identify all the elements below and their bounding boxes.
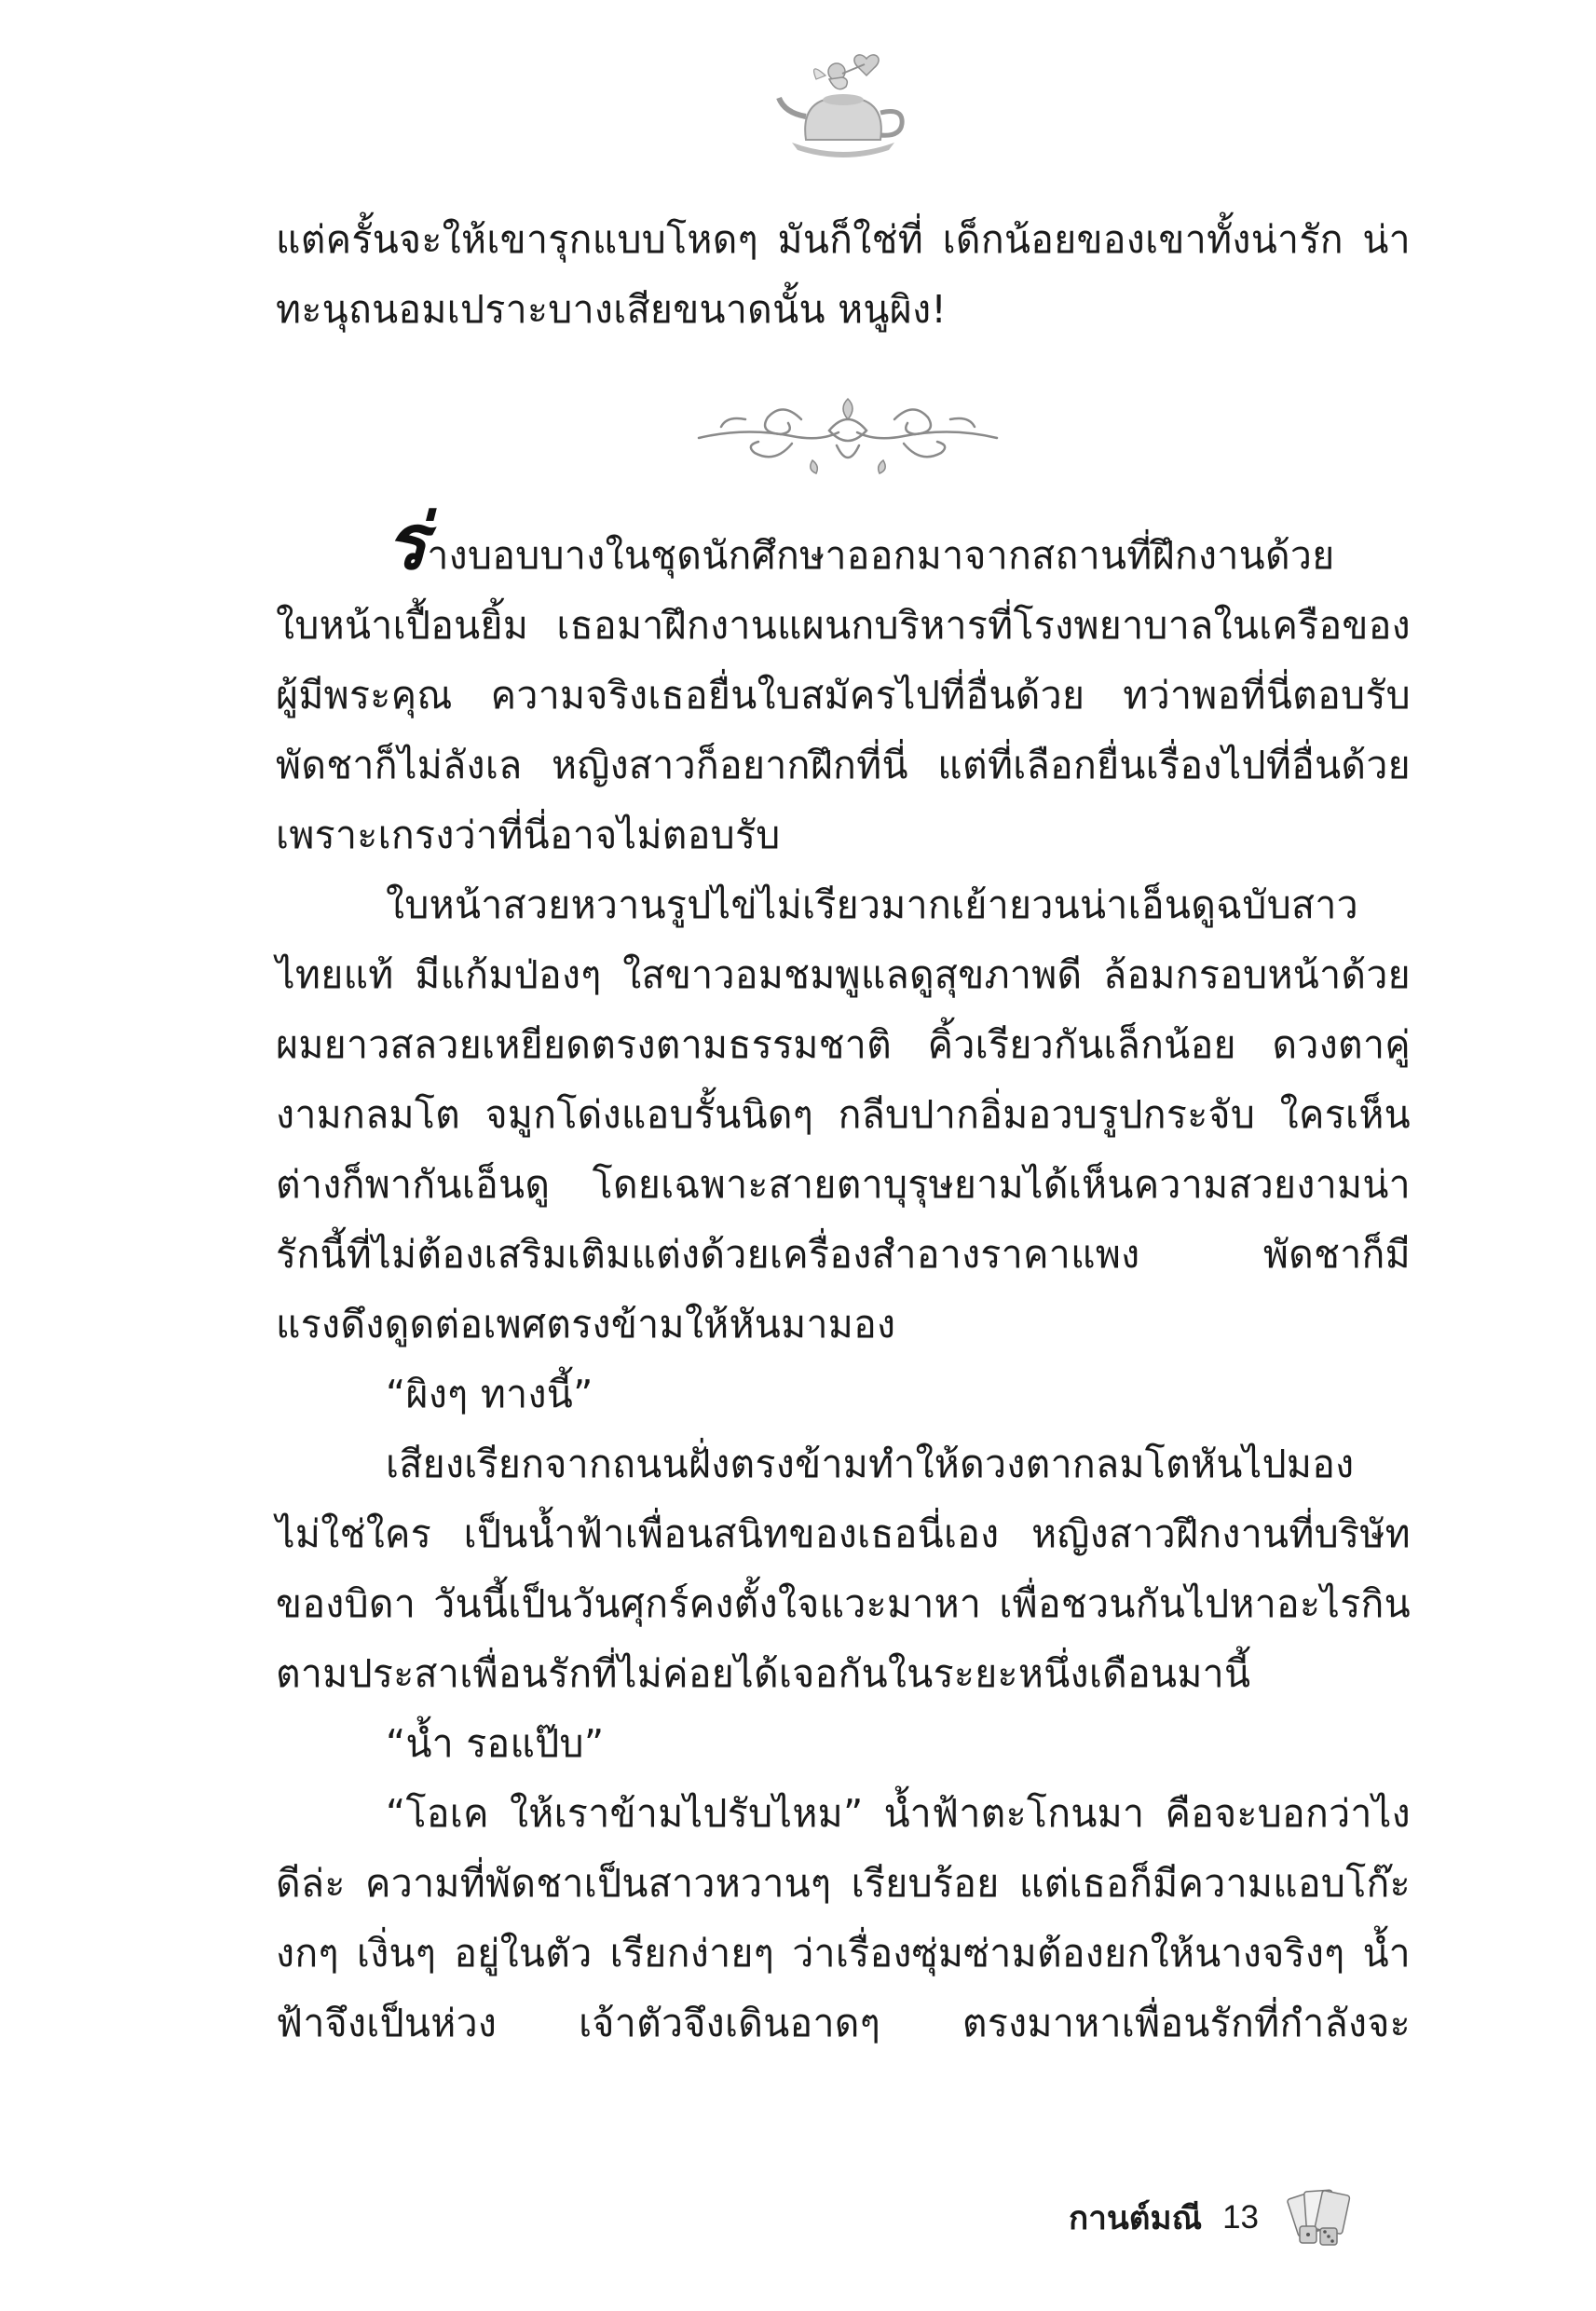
intro-paragraph: แต่ครั้นจะให้เขารุกแบบโหดๆ มันก็ใช่ที่ เด็กน้อยของเขาทั้งน่ารัก น่าทะนุถนอมเปราะบางเสียขนาดนั้น หนูผิง! bbox=[276, 217, 1411, 332]
cupid-teapot-ornament-icon bbox=[773, 51, 913, 163]
flourish-divider-icon bbox=[689, 391, 1006, 481]
paragraph-5: “น้ำ รอแป๊บ” bbox=[386, 1721, 605, 1766]
paragraph-1-text: างบอบบางในชุดนักศึกษาออกมาจากสถานที่ฝึกงานด้วยใบหน้าเปื้อนยิ้ม เธอมาฝึกงานแผนกบริหารที่โรงพยาบาลในเครือของผู้มีพระคุณ ความจริงเธอยื่นใบสมัครไปที่อื่นด้วย ทว่าพอที่นี่ตอบรับพัดชาก็ไม่ลังเล หญิงสาวก็อยากฝึกที่นี่ แต่ที่เลือกยื่นเรื่องไปที่อื่นด้วยเพราะเกรงว่าที่นี่อาจไม่ตอบรับ bbox=[276, 533, 1411, 857]
playing-cards-dice-icon bbox=[1279, 2185, 1363, 2250]
intro-paragraph-block bbox=[276, 205, 1411, 345]
paragraph-1 bbox=[276, 499, 1411, 870]
page-number: 13 bbox=[1222, 2199, 1259, 2236]
paragraph-4: เสียงเรียกจากถนนฝั่งตรงข้ามทำให้ดวงตากลมโตหันไปมองไม่ใช่ใคร เป็นน้ำฟ้าเพื่อนสนิทของเธอนี่เอง หญิงสาวฝึกงานที่บริษัทของบิดา วันนี้เป็นวันศุกร์คงตั้งใจแวะมาหา เพื่อชวนกันไปหาอะไรกินตามประสาเพื่อนรักที่ไม่ค่อยได้เจอกันในระยะหนึ่งเดือนมานี้ bbox=[276, 1442, 1411, 1696]
drop-cap: ร่ bbox=[386, 499, 428, 587]
paragraph-6: “โอเค ให้เราข้ามไปรับไหม” น้ำฟ้าตะโกนมา คือจะบอกว่าไงดีล่ะ ความที่พัดชาเป็นสาวหวานๆ เรียบร้อย แต่เธอก็มีความแอบโก๊ะงกๆ เงิ่นๆ อยู่ในตัว เรียกง่ายๆ ว่าเรื่องซุ่มซ่ามต้องยกให้นางจริงๆ น้ำฟ้าจึงเป็นห่วง เจ้าตัวจึงเดินอาดๆ ตรงมาหาเพื่อนรักที่กำลังจะ bbox=[276, 1791, 1411, 2045]
paragraph-3: “ผิงๆ ทางนี้” bbox=[386, 1372, 593, 1416]
page-footer bbox=[1069, 2185, 1363, 2250]
main-text-block bbox=[276, 499, 1411, 2058]
paragraph-2: ใบหน้าสวยหวานรูปไข่ไม่เรียวมากเย้ายวนน่าเอ็นดูฉบับสาวไทยแท้ มีแก้มป่องๆ ใสขาวอมชมพูแลดูสุขภาพดี ล้อมกรอบหน้าด้วยผมยาวสลวยเหยียดตรงตามธรรมชาติ คิ้วเรียวกันเล็กน้อย ดวงตาคู่งามกลมโต จมูกโด่งแอบรั้นนิดๆ กลีบปากอิ่มอวบรูปกระจับ ใครเห็นต่างก็พากันเอ็นดู โดยเฉพาะสายตาบุรุษยามได้เห็นความสวยงามน่ารักนี้ที่ไม่ต้องเสริมเติมแต่งด้วยเครื่องสำอางราคาแพง พัดชาก็มีแรงดึงดูดต่อเพศตรงข้ามให้หันมามอง bbox=[276, 882, 1411, 1347]
footer-author-title: กานต์มณี bbox=[1069, 2199, 1203, 2237]
